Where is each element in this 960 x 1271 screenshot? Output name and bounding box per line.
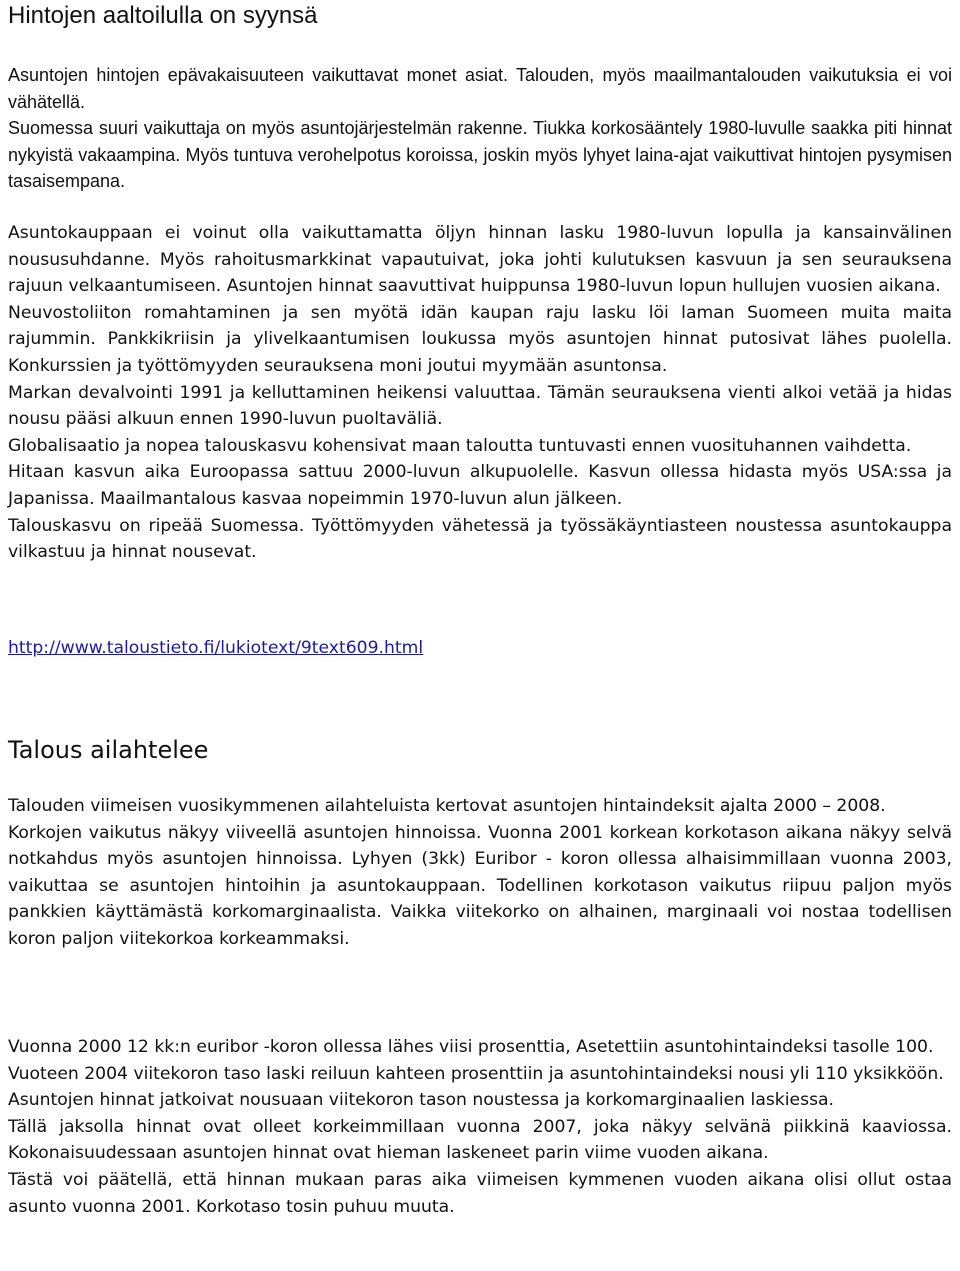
paragraph: Vuonna 2000 12 kk:n euribor -koron ollessa lähes viisi prosenttia, Asetettiin asuntohintaindeksi tasolle 100. bbox=[8, 1037, 934, 1057]
section-2-body-b bbox=[8, 1034, 952, 1220]
paragraph: Neuvostoliiton romahtaminen ja sen myötä idän kaupan raju lasku löi laman Suomeen muita maita rajummin. Pankkikriisin ja ylivelkaantumisen loukussa myös asuntojen hinnat putosivat lähes puolella. Konkurssien ja työttömyyden seurauksena moni joutui myymään asuntonsa. bbox=[8, 302, 952, 376]
paragraph: Suomessa suuri vaikuttaja on myös asuntojärjestelmän rakenne. Tiukka korkosääntely 1980-luvulle saakka piti hinnat nykyistä vakaampina. Myös tuntuva verohelpotus koroissa, joskin myös lyhyet laina-ajat vaikuttivat hintojen pysymisen tasaisempana. bbox=[8, 118, 952, 192]
section-1-body bbox=[8, 62, 952, 195]
source-link[interactable]: http://www.taloustieto.fi/lukiotext/9text609.html bbox=[8, 638, 424, 658]
paragraph: Korkojen vaikutus näkyy viiveellä asuntojen hinnoissa. Vuonna 2001 korkean korkotason aikana näkyy selvä notkahdus myös asuntojen hinnoissa. Lyhyen (3kk) Euribor - koron ollessa alhaisimmillaan vuonna 2003, vaikuttaa se asuntojen hintoihin ja asuntokauppaan. Todellinen korkotason vaikutus riipuu paljon myös pankkien käyttämästä korkomarginaalista. Vaikka viitekorko on alhainen, marginaali voi nostaa todellisen koron paljon viitekorkoa korkeammaksi. bbox=[8, 822, 952, 949]
paragraph: Tällä jaksolla hinnat ovat olleet korkeimmillaan vuonna 2007, joka näkyy selvänä piikkinä kaaviossa. Kokonaisuudessaan asuntojen hinnat ovat hieman laskeneet parin viime vuoden aikana. bbox=[8, 1116, 952, 1164]
paragraph: Asuntojen hintojen epävakaisuuteen vaikuttavat monet asiat. Talouden, myös maailmantalouden vaikutuksia ei voi vähätellä. bbox=[8, 65, 952, 112]
section-2-body bbox=[8, 793, 952, 953]
paragraph: Asuntokauppaan ei voinut olla vaikuttamatta öljyn hinnan lasku 1980-luvun lopulla ja kansainvälinen noususuhdanne. Myös rahoitusmarkkinat vapautuivat, joka johti kulutuksen kasvuun ja sen seurauksena rajuun velkaantumiseen. Asuntojen hinnat saavuttivat huippunsa 1980-luvun lopun hullujen vuosien aikana. bbox=[8, 223, 952, 297]
section-title-1: Hintojen aaltoilulla on syynsä bbox=[8, 2, 318, 29]
paragraph: Asuntojen hinnat jatkoivat nousuaan viitekoron tason noustessa ja korkomarginaalien laskiessa. bbox=[8, 1090, 835, 1111]
section-1-body-b bbox=[8, 220, 952, 566]
section-title-2: Talous ailahtelee bbox=[8, 736, 209, 764]
paragraph: Hitaan kasvun aika Euroopassa sattuu 2000-luvun alkupuolelle. Kasvun ollessa hidasta myös USA:ssa ja Japanissa. Maailmantalous kasvaa nopeimmin 1970-luvun alun jälkeen. bbox=[8, 462, 952, 509]
paragraph: Markan devalvointi 1991 ja kelluttaminen heikensi valuuttaa. Tämän seurauksena vienti alkoi vetää ja hidas nousu pääsi alkuun ennen 1990-luvun puoltaväliä. bbox=[8, 382, 952, 430]
paragraph: Globalisaatio ja nopea talouskasvu kohensivat maan taloutta tuntuvasti ennen vuosituhannen vaihdetta. bbox=[8, 435, 912, 456]
paragraph: Tästä voi päätellä, että hinnan mukaan paras aika viimeisen kymmenen vuoden aikana olisi ollut ostaa asunto vuonna 2001. Korkotaso tosin puhuu muuta. bbox=[8, 1169, 952, 1217]
paragraph: Talouden viimeisen vuosikymmenen ailahteluista kertovat asuntojen hintaindeksit ajalta 2000 – 2008. bbox=[8, 796, 886, 816]
paragraph: Talouskasvu on ripeää Suomessa. Työttömyyden vähetessä ja työssäkäyntiasteen noustessa asuntokauppa vilkastuu ja hinnat nousevat. bbox=[8, 515, 952, 563]
paragraph: Vuoteen 2004 viitekoron taso laski reiluun kahteen prosenttiin ja asuntohintaindeksi nousi yli 110 yksikköön. bbox=[8, 1063, 944, 1084]
